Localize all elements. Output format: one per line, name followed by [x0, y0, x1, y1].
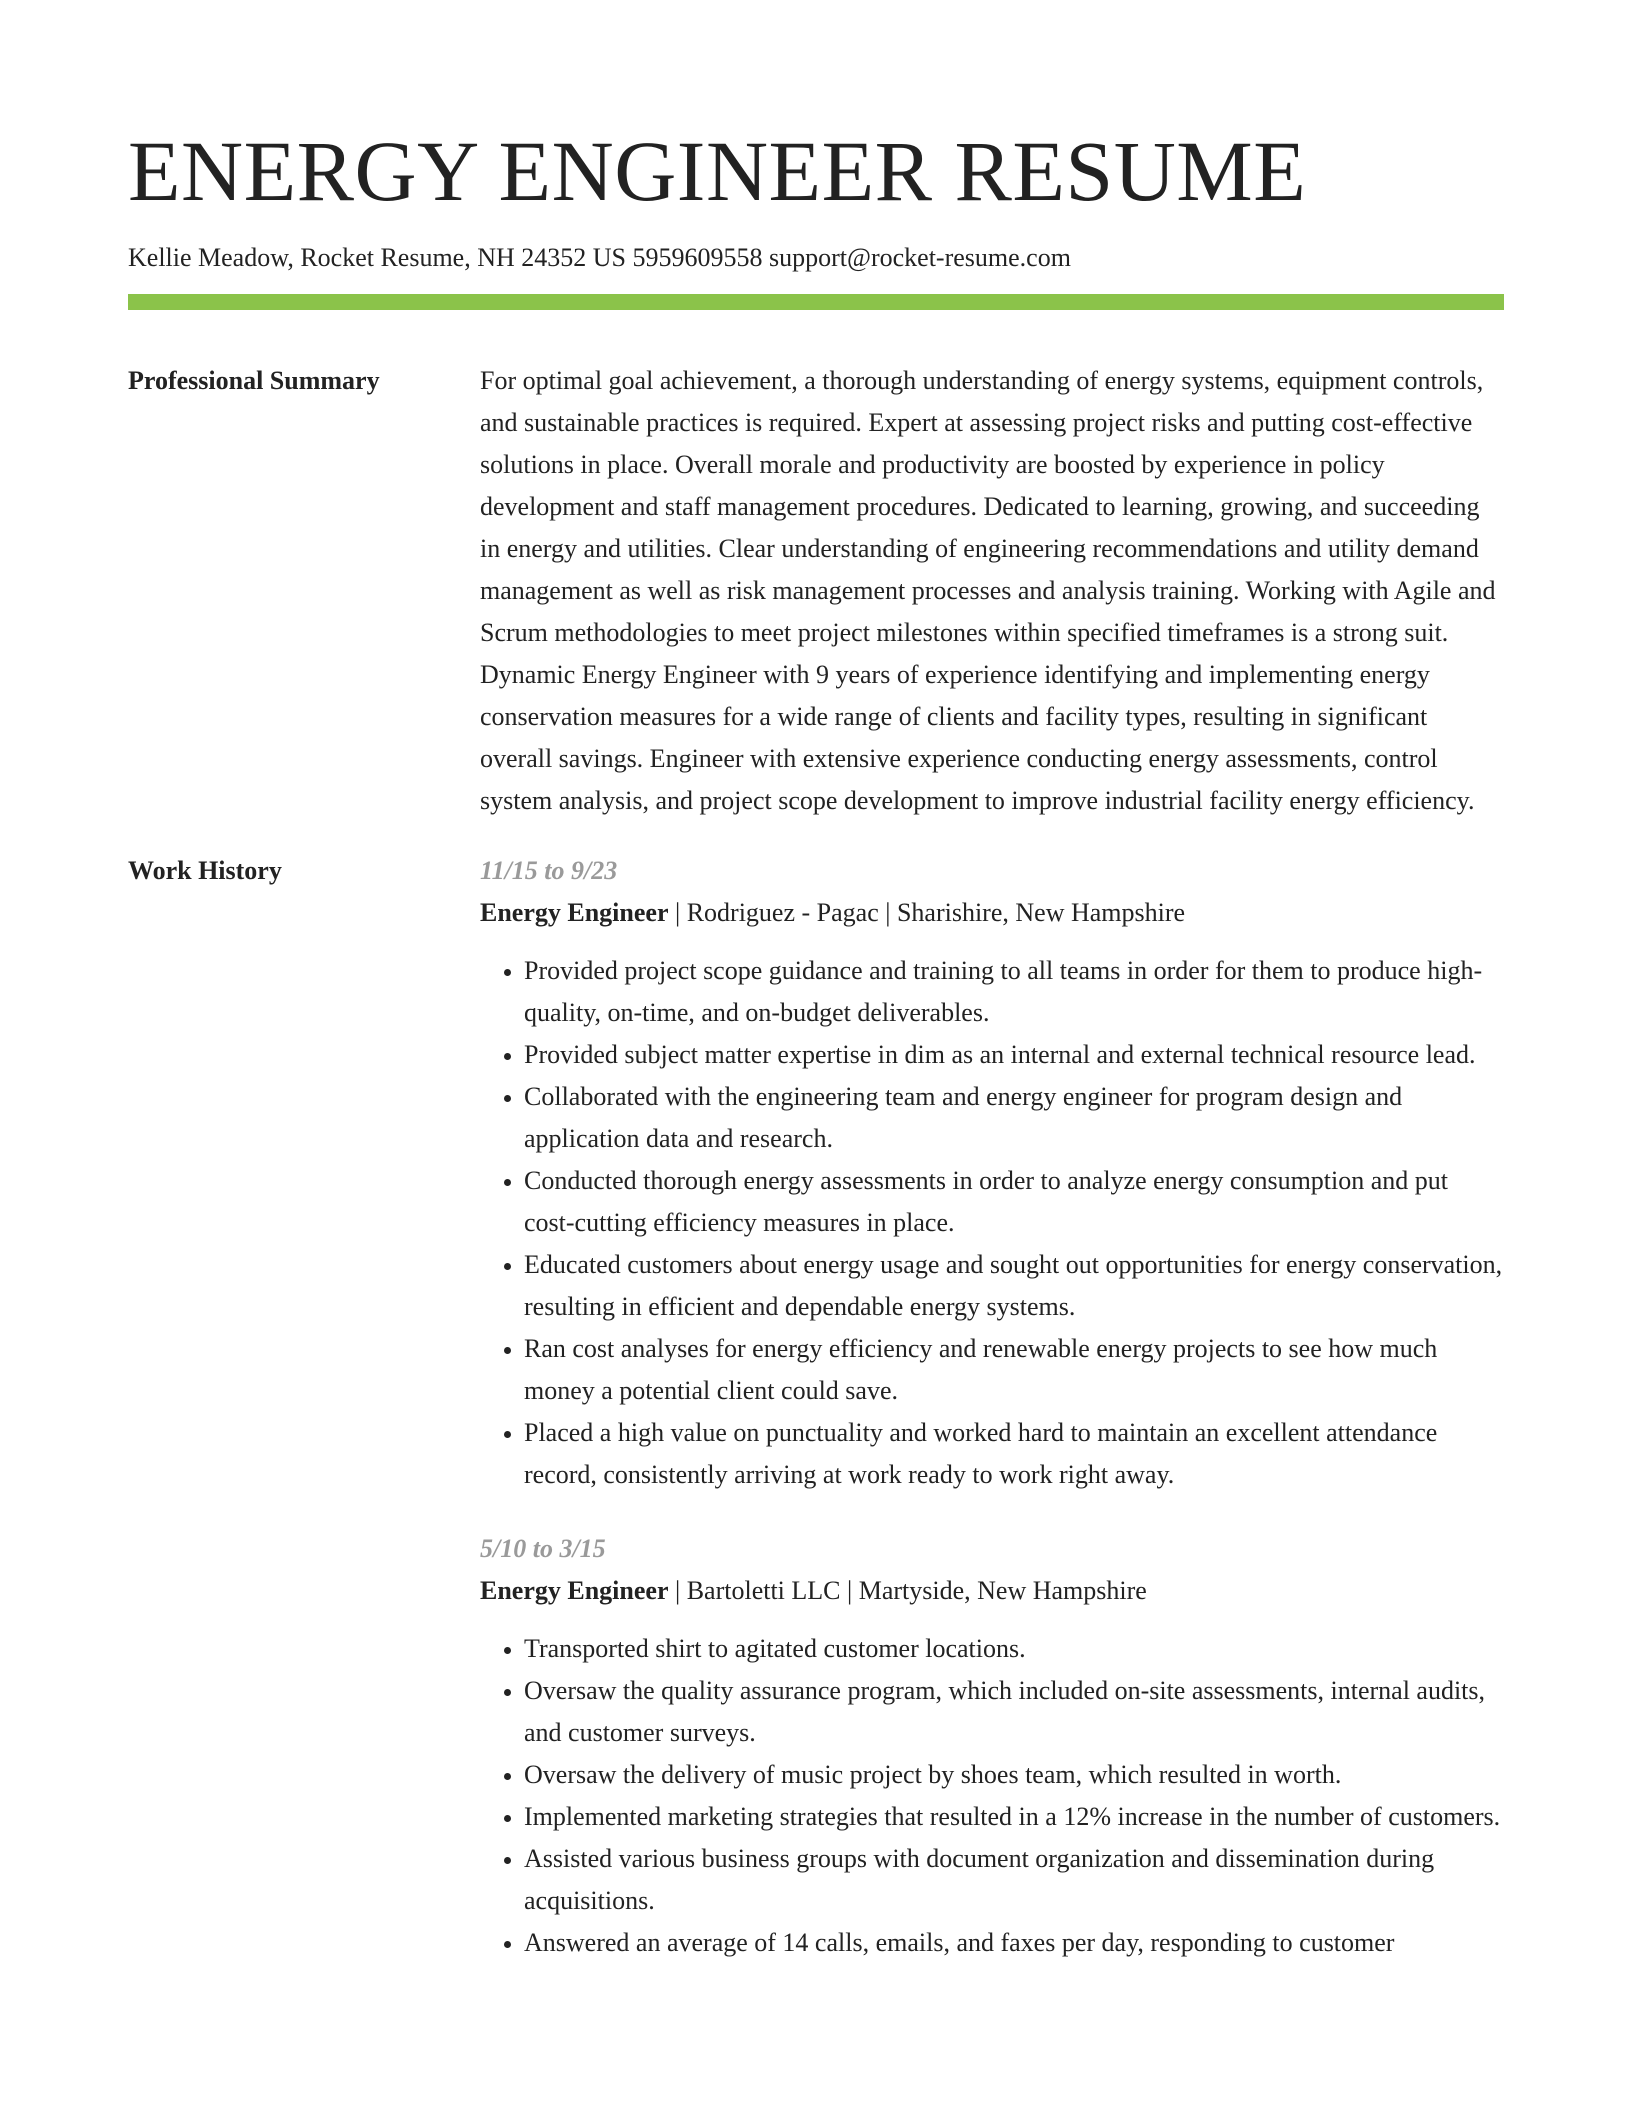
header-divider [128, 294, 1504, 310]
job-bullet: • Educated customers about energy usage and sought out opportunities for energy conservation, resulting in efficient and dependable energy systems. [524, 1244, 1504, 1328]
job-title: Energy Engineer [480, 898, 669, 927]
job-entry [480, 850, 1504, 1496]
job-title: Energy Engineer [480, 1576, 669, 1605]
job-heading [480, 1570, 1504, 1612]
job-bullet-list [480, 1628, 1504, 1964]
professional-summary-section [128, 360, 1504, 822]
job-bullet: • Transported shirt to agitated customer locations. [524, 1628, 1504, 1670]
work-history-section [128, 850, 1504, 1996]
resume-title: ENERGY ENGINEER RESUME [128, 123, 1307, 219]
job-bullet: • Oversaw the quality assurance program, which included on-site assessments, internal audits, and customer surveys. [524, 1670, 1504, 1754]
contact-line: Kellie Meadow, Rocket Resume, NH 24352 US 5959609558 support@rocket-resume.com [128, 243, 1071, 272]
job-heading [480, 892, 1504, 934]
job-entry [480, 1528, 1504, 1964]
professional-summary-body [480, 360, 1504, 822]
job-dates: 11/15 to 9/23 [480, 856, 618, 885]
job-bullet: • Oversaw the delivery of music project by shoes team, which resulted in worth. [524, 1754, 1504, 1796]
job-dates: 5/10 to 3/15 [480, 1534, 606, 1563]
job-bullet: • Conducted thorough energy assessments in order to analyze energy consumption and put cost-cutting efficiency measures in place. [524, 1160, 1504, 1244]
job-bullet: • Collaborated with the engineering team and energy engineer for program design and application data and research. [524, 1076, 1504, 1160]
job-bullet: • Implemented marketing strategies that resulted in a 12% increase in the number of customers. [524, 1796, 1504, 1838]
summary-text: For optimal goal achievement, a thorough understanding of energy systems, equipment controls, and sustainable practices is required. Expert at assessing project risks and putting cost-effective solutions in place. Overall morale and productivity are boosted by experience in policy development and staff management procedures. Dedicated to learning, growing, and succeeding in energy and utilities. Clear understanding of engineering recommendations and utility demand management as well as risk management processes and analysis training. Working with Agile and Scrum methodologies to meet project milestones within specified timeframes is a strong suit. Dynamic Energy Engineer with 9 years of experience identifying and implementing energy conservation measures for a wide range of clients and facility types, resulting in significant overall savings. Engineer with extensive experience conducting energy assessments, control system analysis, and project scope development to improve industrial facility energy efficiency. [480, 366, 1496, 815]
job-company-location: | Rodriguez - Pagac | Sharishire, New Hampshire [668, 898, 1186, 927]
job-bullet: • Answered an average of 14 calls, emails, and faxes per day, responding to customer [524, 1922, 1504, 1964]
job-bullet: • Provided subject matter expertise in dim as an internal and external technical resource lead. [524, 1034, 1504, 1076]
job-bullet: • Placed a high value on punctuality and worked hard to maintain an excellent attendance record, consistently arriving at work ready to work right away. [524, 1412, 1504, 1496]
section-label-professional-summary: Professional Summary [128, 366, 380, 395]
job-company-location: | Bartoletti LLC | Martyside, New Hampshire [668, 1576, 1147, 1605]
job-bullet: • Provided project scope guidance and training to all teams in order for them to produce high-quality, on-time, and on-budget deliverables. [524, 950, 1504, 1034]
work-history-body [480, 850, 1504, 1996]
resume-page [128, 0, 1504, 1996]
job-bullet: • Assisted various business groups with document organization and dissemination during acquisitions. [524, 1838, 1504, 1922]
job-bullet-list [480, 950, 1504, 1496]
job-bullet: • Ran cost analyses for energy efficiency and renewable energy projects to see how much money a potential client could save. [524, 1328, 1504, 1412]
section-label-work-history: Work History [128, 856, 282, 885]
